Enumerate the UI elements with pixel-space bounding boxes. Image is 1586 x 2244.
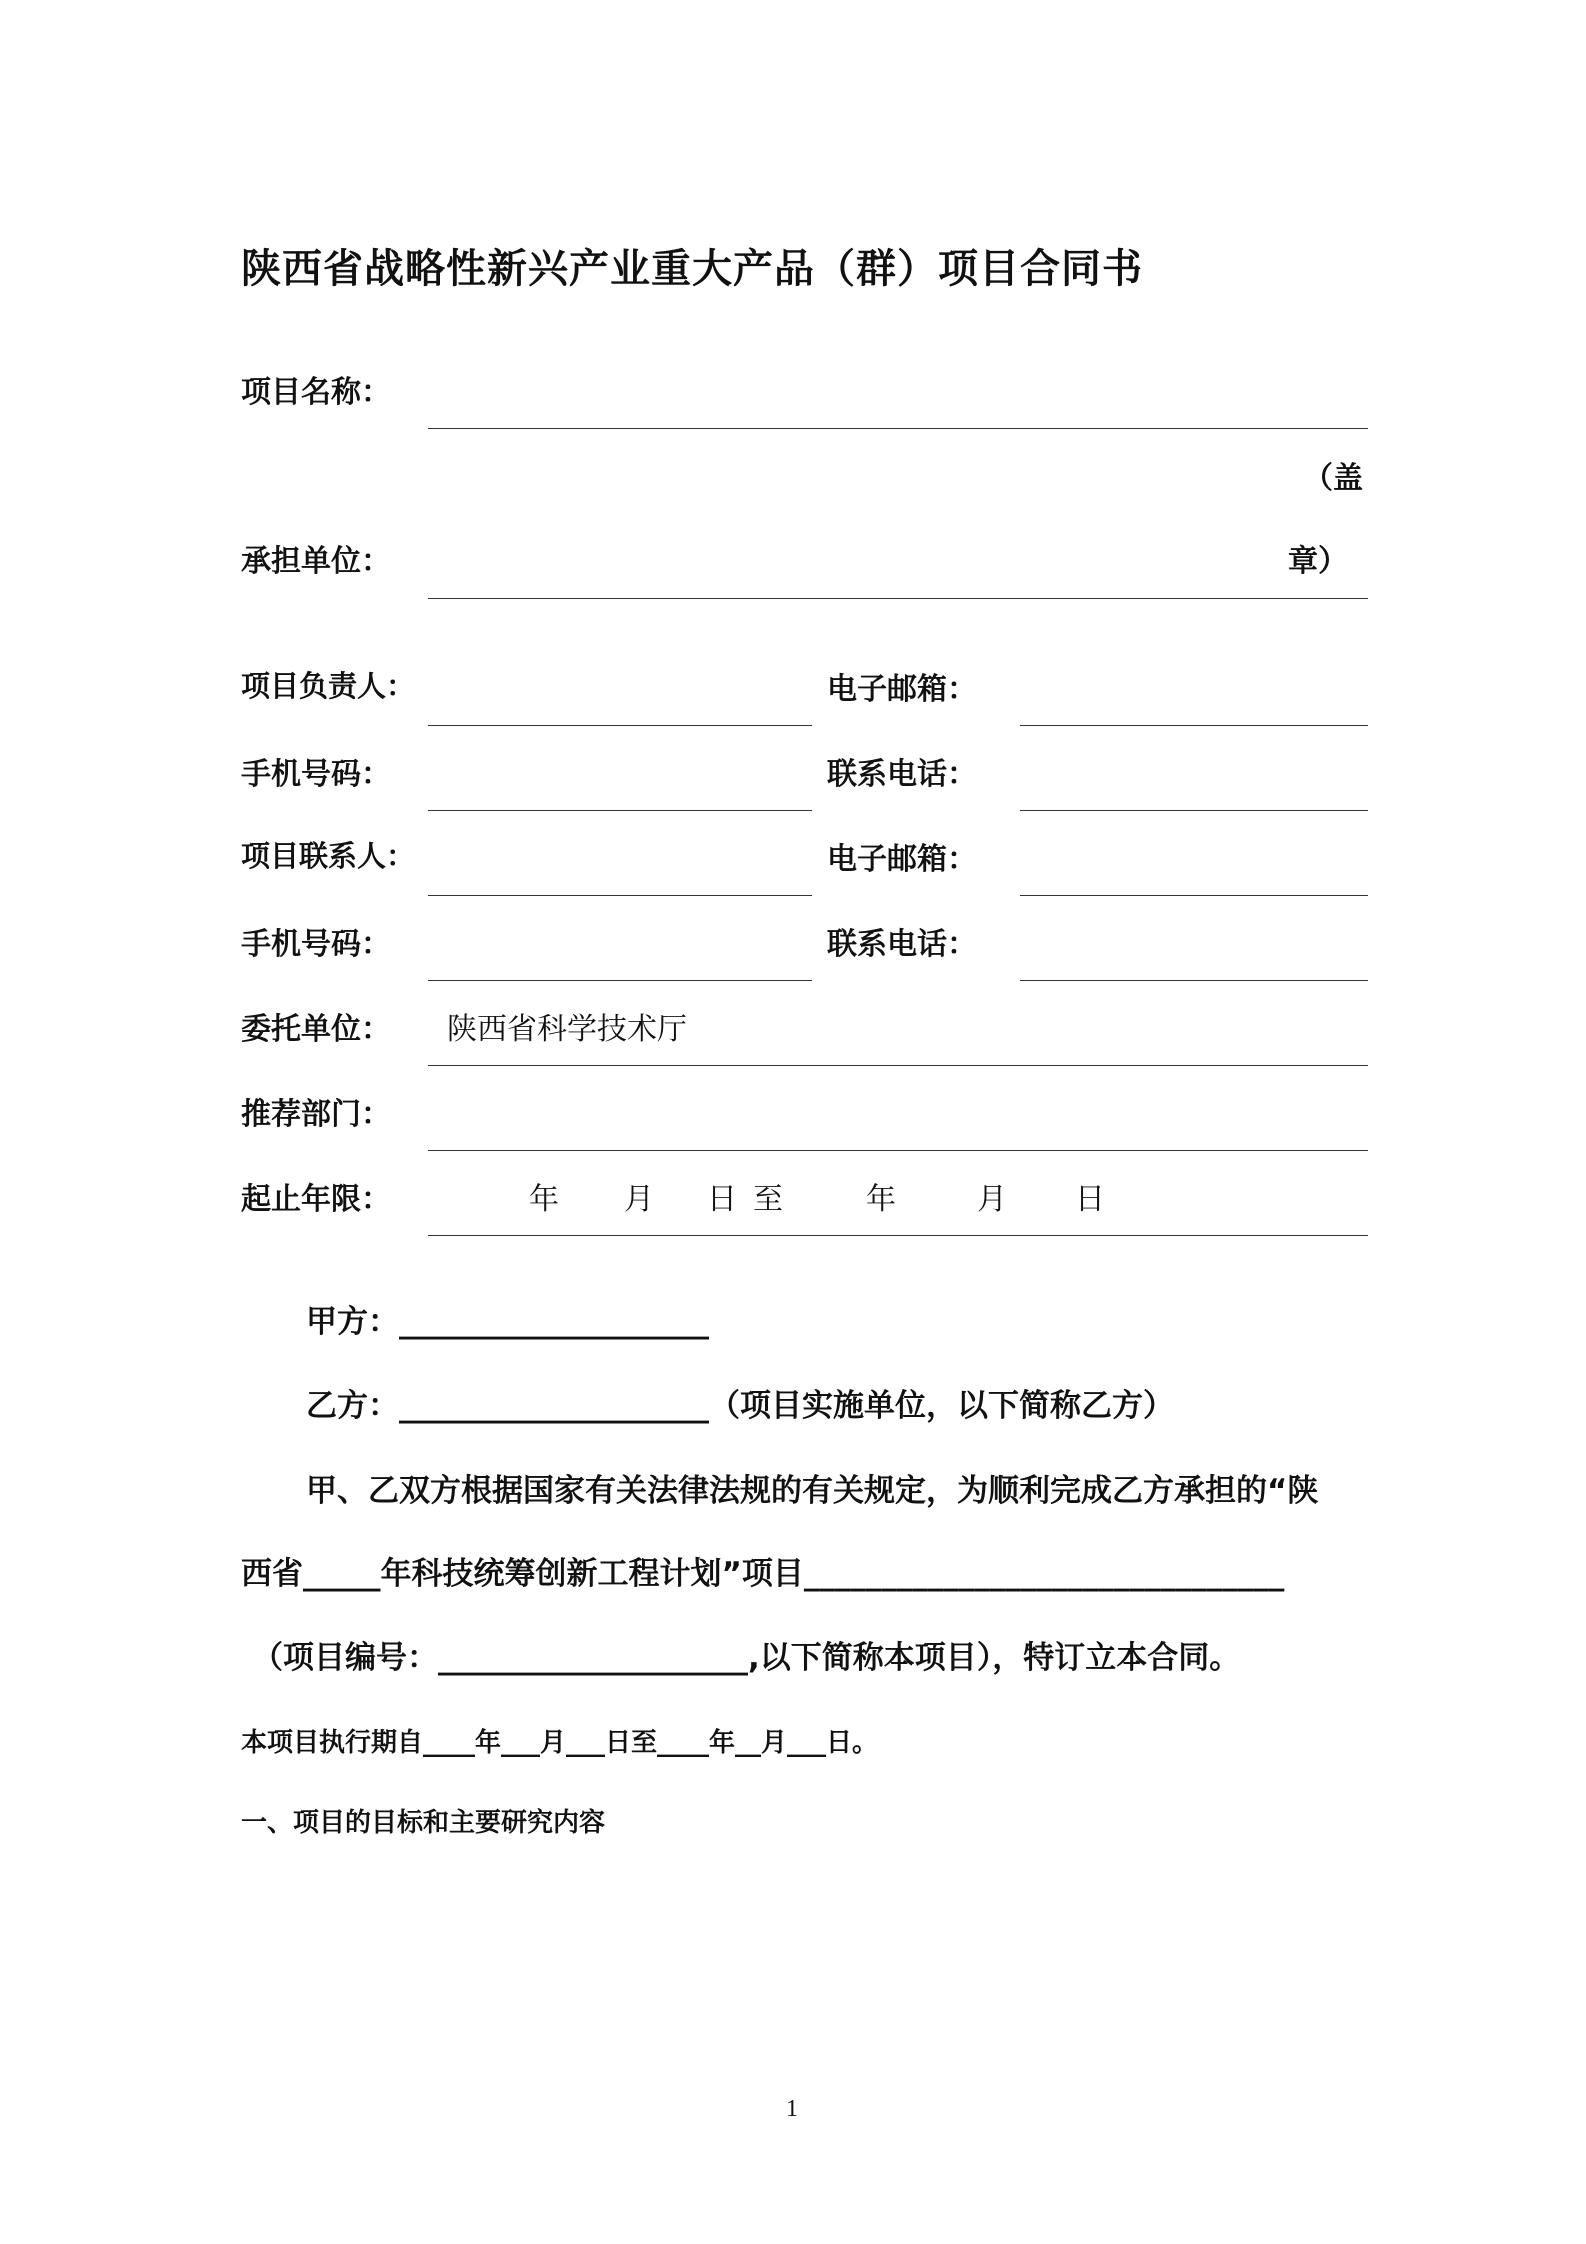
period-field-line[interactable] (428, 1235, 1368, 1236)
mobile-label-1: 手机号码： (241, 757, 391, 792)
period-start-day-unit: 日 (707, 1182, 737, 1217)
contract-paragraph-line-1: 甲、乙双方根据国家有关法律法规的有关规定，为顺利完成乙方承担的“陕 (306, 1473, 1319, 1509)
seal-note-top: （盖 (1303, 461, 1363, 496)
leader-field-line[interactable] (428, 725, 812, 726)
contract-paragraph-line-3: （项目编号：____________________,以下简称本项目），特订立本合同。 (252, 1640, 1241, 1676)
period-label: 起止年限： (241, 1182, 391, 1217)
undertaker-field-line[interactable] (428, 598, 1368, 599)
contract-paragraph-line-2: 西省_____年科技统筹创新工程计划”项目_______________________________ (241, 1556, 1285, 1592)
email-label-2: 电子邮箱： (827, 842, 977, 877)
phone-field-line-1[interactable] (1020, 810, 1368, 811)
phone-label-2: 联系电话： (827, 927, 977, 962)
period-start-month-unit: 月 (624, 1182, 654, 1217)
period-start-year-unit: 年 (529, 1182, 559, 1217)
recommend-label: 推荐部门： (241, 1097, 391, 1132)
period-end-month-unit: 月 (977, 1182, 1007, 1217)
page-number: 1 (786, 2096, 798, 2122)
execution-period-line: 本项目执行期自____年___月___日至____年__月___日。 (241, 1728, 879, 1758)
period-end-year-unit: 年 (866, 1182, 896, 1217)
period-to: 至 (753, 1182, 783, 1217)
period-end-day-unit: 日 (1075, 1182, 1105, 1217)
phone-label-1: 联系电话： (827, 757, 977, 792)
mobile-field-line-2[interactable] (428, 980, 812, 981)
mobile-label-2: 手机号码： (241, 927, 391, 962)
project-name-field-line[interactable] (428, 428, 1368, 429)
party-b-line: 乙方：____________________（项目实施单位，以下简称乙方） (306, 1388, 1174, 1424)
party-a-line: 甲方：____________________ (306, 1304, 709, 1340)
entrust-label: 委托单位： (241, 1012, 391, 1047)
section-1-heading: 一、项目的目标和主要研究内容 (241, 1808, 606, 1838)
undertaker-label: 承担单位： (241, 544, 391, 579)
contact-label: 项目联系人： (241, 839, 416, 873)
contact-field-line[interactable] (428, 895, 812, 896)
seal-note-bottom: 章） (1288, 544, 1348, 579)
email-field-line-1[interactable] (1020, 725, 1368, 726)
email-label-1: 电子邮箱： (827, 672, 977, 707)
leader-label: 项目负责人： (241, 669, 416, 703)
mobile-field-line-1[interactable] (428, 810, 812, 811)
entrust-value: 陕西省科学技术厅 (447, 1012, 687, 1047)
phone-field-line-2[interactable] (1020, 980, 1368, 981)
entrust-field-line (428, 1065, 1368, 1066)
document-title: 陕西省战略性新兴产业重大产品（群）项目合同书 (241, 246, 1143, 292)
email-field-line-2[interactable] (1020, 895, 1368, 896)
project-name-label: 项目名称： (241, 375, 391, 410)
recommend-field-line[interactable] (428, 1150, 1368, 1151)
